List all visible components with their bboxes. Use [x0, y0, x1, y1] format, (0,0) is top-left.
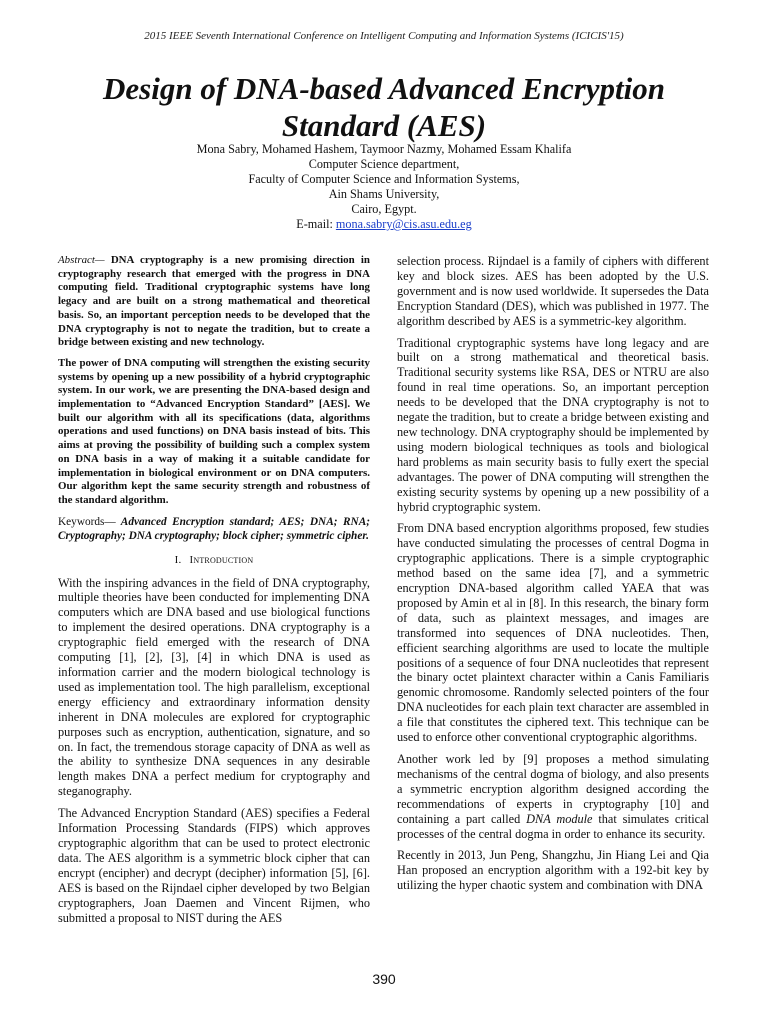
intro-paragraph-2: The Advanced Encryption Standard (AES) specifies a Federal Information Processing Standards (FIPS) which approves cryptographic algorithm that can be used to protect electronic data. The AES algorithm is a symmetric block cipher that can encrypt (encipher) and decrypt (decipher) information [5], [6]. AES is based on the Rijndael cipher developed by two Belgian cryptographers, Joan Daemen and Vincent Rijmen, who submitted a proposal to NIST during the AES — [58, 806, 370, 925]
left-column — [58, 254, 370, 932]
right-paragraph-2: Traditional cryptographic systems have long legacy and are built on a strong mathematical and theoretical basis. Traditional security systems like RSA, DES or NTRU are also found in real time operations. So, an important perception needs to be developed that the DNA cryptography is not to negate the tradition, but to create a bridge between existing and new technology. DNA cryptography should be implemented by using modern biological techniques as tools and biological hard problems as main security basis to fully exert the special advantages. The power of DNA computing will strengthen the existing security systems by opening up a new possibility of a hybrid cryptographic system. — [397, 335, 709, 514]
section-number: I. — [174, 553, 182, 566]
paper-title: Design of DNA-based Advanced Encryption Standard (AES) — [103, 71, 665, 143]
author-department: Computer Science department, — [308, 157, 460, 171]
page-number: 390 — [372, 971, 396, 987]
intro-paragraph-1: With the inspiring advances in the field of DNA cryptography, multiple theories have been conducted for implementing DNA computers which are DNA based and use biological functions to implement the desired operations. DNA cryptography is a cryptographic field emerged with the research of DNA computing [1], [2], [3], [4] in which DNA is used as information carrier and the modern biological technology is used as implementation tool. The high parallelism, exceptional energy efficiency and extraordinary information density inherent in DNA molecules are explored for cryptographic purposes such as encryption, authentication, signature, and so on. In fact, the tremendous storage capacity of DNA as well as the ability to synthesize DNA sequences in any desirable length makes DNA a perfect medium for cryptography and steganography. — [58, 575, 370, 799]
author-block — [80, 142, 688, 232]
author-city: Cairo, Egypt. — [351, 202, 417, 216]
author-faculty: Faculty of Computer Science and Information Systems, — [248, 172, 520, 186]
section-title: Introduction — [189, 553, 254, 566]
p4-text-after: that simulates critical processes of the central dogma in order to enhance its security. — [397, 811, 709, 841]
right-column — [397, 254, 709, 900]
author-university: Ain Shams University, — [328, 187, 440, 201]
abstract-lead: Abstract— — [58, 254, 105, 266]
right-paragraph-3: From DNA based encryption algorithms proposed, few studies have conducted simulating the processes of central Dogma in cryptographic applications. There is a simple cryptographic method based on the same idea [7], and a symmetric encryption DNA-based algorithm called YAEA that was proposed by Amin et al in [8]. In this research, the binary form of data, such as plaintext messages, and images are transformed into sequences of DNA nucleotides. Then, efficient searching algorithms are used to locate the multiple positions of a sequence of four DNA nucleotides that represent the binary octet plaintext character within a Canis Familiaris genomic chromosome. Randomly selected pointers of the four DNA nucleotides for each plain text character are assembled in a file that constitutes the ciphered text. This technique can be used to enforce other conventional cryptographic algorithms. — [397, 521, 709, 745]
section-heading-introduction — [58, 553, 370, 568]
abstract-text-1: DNA cryptography is a new promising direction in cryptography research that emerged with the progress in DNA computing field. Traditional cryptographic systems have long legacy and are built on a strong mathematical and theoretical basis. So, an important perception needs to be developed that the DNA cryptography is not to negate the tradition, but to create a bridge between existing and new technology. — [58, 254, 370, 349]
abstract-paragraph-2: The power of DNA computing will strengthen the existing security systems by opening up a new possibility of a hybrid cryptographic system. In our work, we are presenting the DNA-based design and implementation to “Advanced Encryption Standard” [AES]. We built our algorithm with all its specifications (data, algorithms operations and used functions) on DNA basis instead of bits. This aims at proving the possibility of building such a complex system on DNA basis in a way of making it a suitable candidate for implementation in biological environment or on DNA computers. Our algorithm kept the same security strength and robustness of the standard algorithm. — [58, 356, 370, 506]
keywords-lead: Keywords— — [58, 515, 116, 528]
dna-module-term: DNA module — [526, 811, 593, 826]
abstract-paragraph-1 — [58, 254, 370, 350]
keywords-text: Advanced Encryption standard; AES; DNA; RNA; Cryptography; DNA cryptography; block cipher; symmetric cipher. — [58, 515, 370, 542]
keywords — [58, 515, 370, 543]
right-paragraph-4 — [397, 752, 709, 841]
email-label: E-mail: — [296, 217, 336, 231]
conference-header: 2015 IEEE Seventh International Conference on Intelligent Computing and Information Systems (ICICIS'15) — [144, 30, 624, 42]
right-paragraph-1: selection process. Rijndael is a family of ciphers with different key and block sizes. AES has been adopted by the U.S. government and is now used worldwide. It supersedes the Data Encryption Standard (DES), which was published in 1977. The algorithm described by AES is a symmetric-key algorithm. — [397, 254, 709, 328]
email-link[interactable]: mona.sabry@cis.asu.edu.eg — [335, 217, 472, 231]
right-paragraph-5: Recently in 2013, Jun Peng, Shangzhu, Jin Hiang Lei and Qia Han proposed an encryption algorithm with a 192-bit key by utilizing the hyper chaotic system and combination with DNA — [397, 848, 709, 893]
p4-text-before: Another work led by [9] proposes a method simulating mechanisms of the central dogma of biology, and also presents a symmetric encryption algorithm designed according the recommendations of experts in cryptography [10] and containing a part called — [397, 752, 709, 826]
author-names: Mona Sabry, Mohamed Hashem, Taymoor Nazmy, Mohamed Essam Khalifa — [196, 142, 572, 156]
author-email-line — [80, 217, 688, 232]
